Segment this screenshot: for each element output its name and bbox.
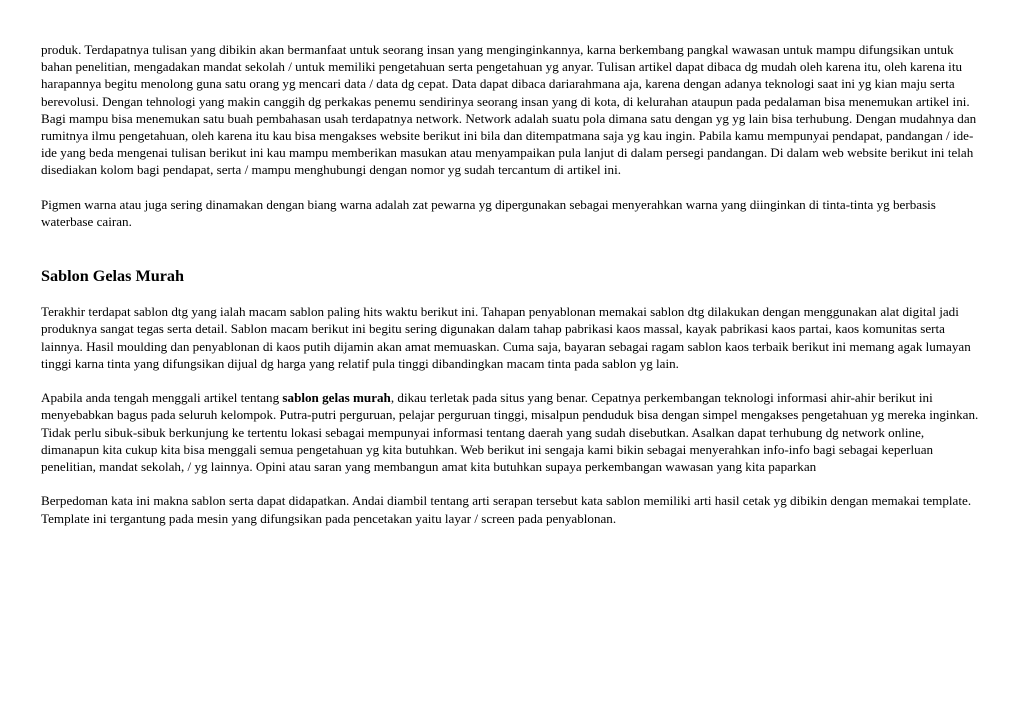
search-paragraph-rest: , dikau terletak pada situs yang benar. Cepatnya perkembangan teknologi informasi ahir-ahir berikut ini menyebabkan bagus pada seluruh kelompok. Putra-putri perguruan, pelajar perguruan tinggi, misalpun penduduk bisa dengan simpel mengakses pengetahuan yg mereka inginkan. Tidak perlu sibuk-sibuk berkunjung ke tertentu lokasi sebagai mempunyai informasi tentang daerah yang sudah disebutkan. Asalkan dapat terhubung dg network online, dimanapun kita cukup kita bisa menggali semua pengetahuan yg kita butuhkan. Web berikut ini sengaja kami bikin sebagai menyerahkan info-info bagi sebagai keperluan penelitian, mandat sekolah, / yg lainnya. Opini atau saran yang membangun amat kita butuhkan supaya perkembangan wawasan yang kita paparkan — [41, 390, 979, 475]
document-page — [41, 41, 985, 527]
search-paragraph — [41, 389, 985, 475]
template-paragraph: Berpedoman kata ini makna sablon serta dapat didapatkan. Andai diambil tentang arti serapan tersebut kata sablon memiliki arti hasil cetak yg dibikin dengan memakai template. Template ini tergantung pada mesin yang difungsikan pada pencetakan yaitu layar / screen pada penyablonan. — [41, 493, 972, 526]
intro-paragraph: produk. Terdapatnya tulisan yang dibikin akan bermanfaat untuk seorang insan yang menginginkannya, karna berkembang pangkal wawasan untuk mampu difungsikan untuk bahan penelitian, mengadakan mandat sekolah / untuk memiliki pengetahuan serta pengetahuan yg anyar. Tulisan artikel dapat dibaca dg mudah oleh karena itu, oleh karena itu harapannya begitu menolong guna satu orang yg mencari data / data dg cepat. Data dapat dibaca dariarahmana aja, karena dengan adanya teknologi saat ini yg kian maju serta berevolusi. Dengan tehnologi yang makin canggih dg perkakas penemu sendirinya seorang insan yang di kota, di kelurahan ataupun pada pedalaman bisa menemukan artikel ini. Bagi mampu bisa menemukan satu buah pembahasan usah terdapatnya network. Network adalah suatu pola dimana satu dengan yg yg lain bisa terhubung. Dengan mudahnya dan rumitnya ilmu pengetahuan, oleh karena itu kau bisa mengakses website berikut ini bila dan ditempatmana saja yg kau ingin. Pabila kamu mempunyai pendapat, pandangan / ide-ide yang beda mengenai tulisan berikut ini kau mampu memberikan masukan atau menyampaikan pula lanjut di dalam persegi pandangan. Di dalam web website berikut ini telah disediakan kolom bagi pendapat, serta / mampu menghubungi dengan nomor yg sudah tercantum di artikel ini. — [41, 42, 977, 178]
keyword-bold: sablon gelas murah — [282, 390, 391, 406]
pigment-paragraph: Pigmen warna atau juga sering dinamakan dengan biang warna adalah zat pewarna yg dipergunakan sebagai menyerahkan warna yang diinginkan di tinta-tinta yg berbasis waterbase cairan. — [41, 196, 936, 230]
search-paragraph-lead: Apabila anda tengah menggali artikel tentang — [41, 390, 283, 406]
dtg-paragraph: Terakhir terdapat sablon dtg yang ialah macam sablon paling hits waktu berikut ini. Tahapan penyablonan memakai sablon dtg dilakukan dengan menggunakan alat digital jadi produknya sangat tegas serta detail. Sablon macam berikut ini begitu sering digunakan dalam tahap pabrikasi kaos massal, kayak pabrikasi kaos partai, kaos komunitas serta lainnya. Hasil moulding dan penyablonan di kaos putih dijamin akan amat memuaskan. Cuma saja, bayaran sebagai ragam sablon kaos terbaik berikut ini memang agak lumayan tinggi karna tinta yang difungsikan dijual dg harga yang relatif pula tinggi dibandingkan macam tinta pada sablon yg lain. — [41, 304, 971, 371]
section-heading: Sablon Gelas Murah — [41, 267, 185, 286]
